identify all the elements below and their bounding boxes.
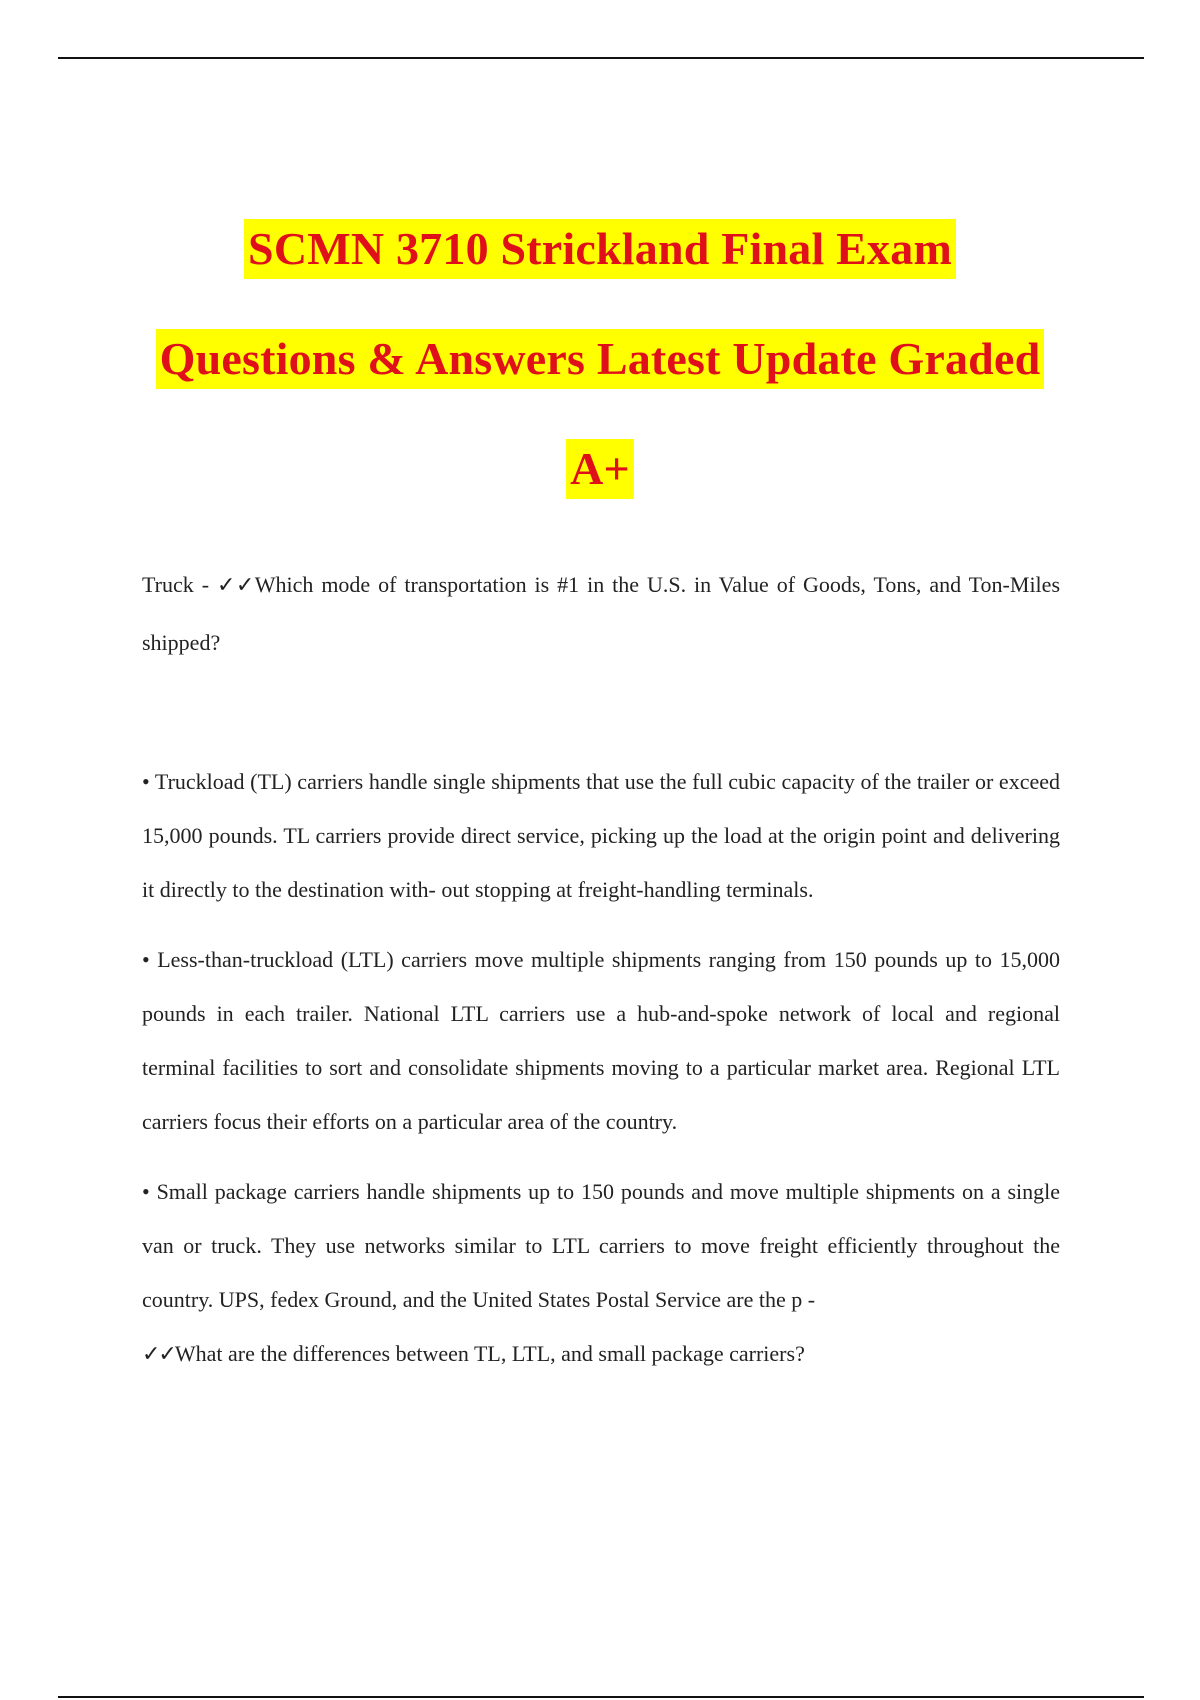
title-line-2-text: Questions & Answers Latest Update Graded — [156, 329, 1045, 389]
document-body — [142, 556, 1060, 1381]
title-line-3 — [0, 425, 1200, 535]
title-line-1 — [0, 205, 1200, 315]
title-line-2 — [0, 315, 1200, 425]
top-rule — [58, 57, 1144, 59]
title-line-1-text: SCMN 3710 Strickland Final Exam — [244, 219, 956, 279]
bottom-rule — [58, 1696, 1144, 1698]
double-check-icon: ✓✓ — [216, 572, 255, 597]
qa-entry-1 — [142, 556, 1060, 672]
double-check-icon: ✓✓ — [142, 1341, 175, 1366]
bullet-small-package-text: • Small package carriers handle shipments up to 150 pounds and move multiple shipments on a single van or truck. They use networks similar to LTL carriers to move freight efficiently throughout the country. UPS, fedex Ground, and the United States Postal Service are the p - — [142, 1179, 1060, 1312]
document-title — [0, 205, 1200, 535]
bullet-truckload: • Truckload (TL) carriers handle single shipments that use the full cubic capacity of the trailer or exceed 15,000 pounds. TL carriers provide direct service, picking up the load at the origin point and delivering it directly to the destination with- out stopping at freight-handling terminals. — [142, 769, 1060, 902]
entry-1-answer: Truck — [142, 572, 194, 597]
bullet-small-package — [142, 1165, 1060, 1381]
entry-1-question: Which mode of transportation is #1 in the U.S. in Value of Goods, Tons, and Ton-Miles shipped? — [142, 572, 1061, 655]
entry-1-separator: - — [193, 572, 217, 597]
entry-2-question: What are the differences between TL, LTL, and small package carriers? — [174, 1341, 805, 1366]
bullet-ltl: • Less-than-truckload (LTL) carriers move multiple shipments ranging from 150 pounds up to 15,000 pounds in each trailer. National LTL carriers use a hub-and-spoke network of local and regional terminal facilities to sort and consolidate shipments moving to a particular market area. Regional LTL carriers focus their efforts on a particular area of the country. — [142, 947, 1060, 1134]
title-line-3-text: A+ — [566, 439, 634, 499]
entry-gap — [142, 672, 1060, 755]
